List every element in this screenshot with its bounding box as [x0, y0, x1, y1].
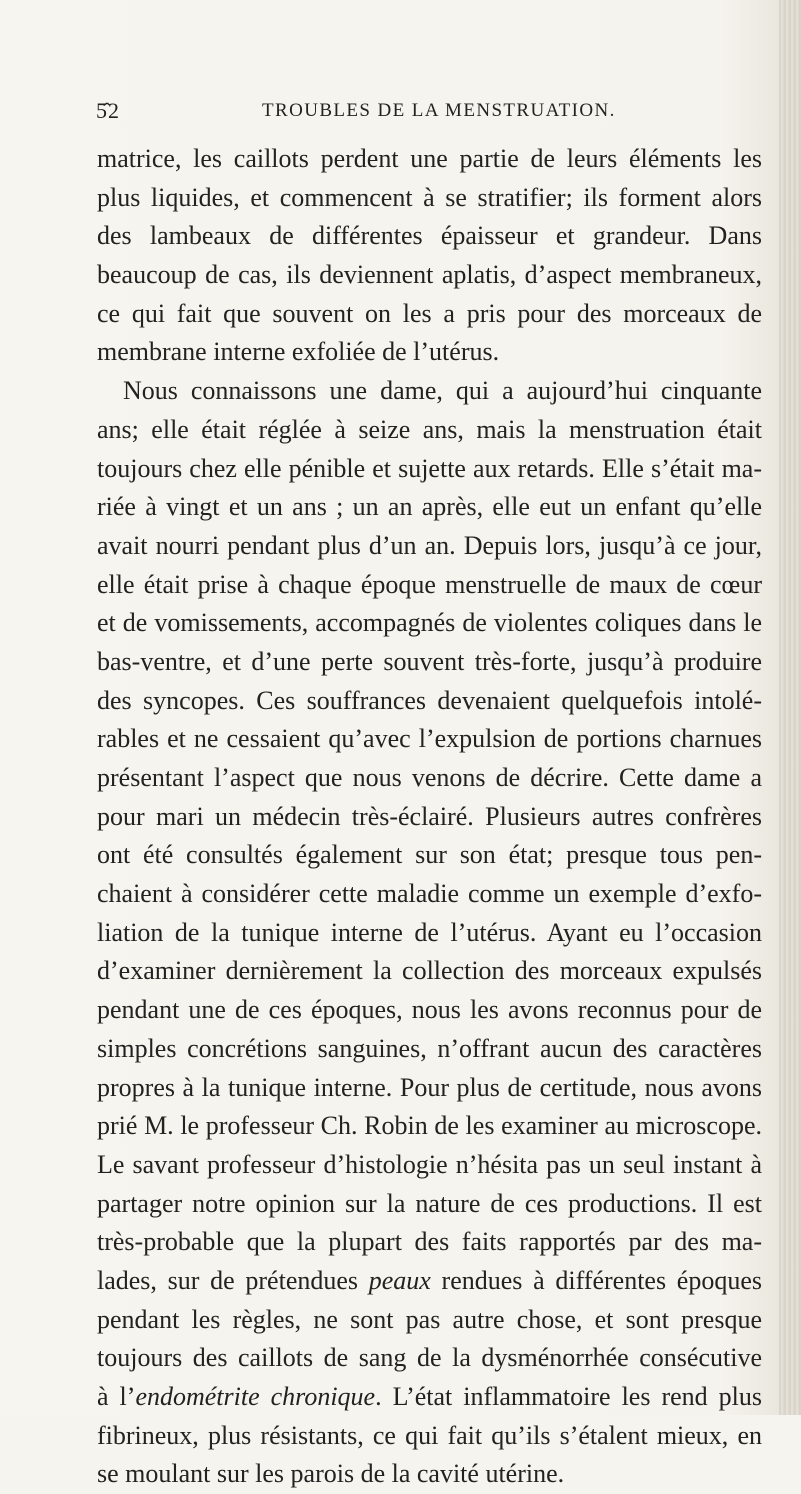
running-title: TROUBLES DE LA MENSTRUATION. [262, 100, 616, 121]
text-line: elle était prise à chaque époque menstruelle de maux de cœur [97, 569, 762, 599]
text-line: et de vomissements, accompagnés de violentes coliques dans le [97, 608, 762, 638]
text-line: toujours des caillots de sang de la dysménorrhée consécutive [97, 1343, 762, 1373]
text-line [97, 1378, 762, 1417]
text-line: présentant l’aspect que nous venons de décrire. Cette dame a [97, 763, 762, 792]
text-segment: lades, sur de prétendues [97, 1265, 359, 1295]
page-number: 5̂2 [96, 98, 120, 123]
text-line: pour mari un médecin très-éclairé. Plusieurs autres confrères [97, 801, 762, 831]
text-line: simples concrétions sanguines, n’offrant aucun des caractères [97, 1033, 762, 1063]
text-line [97, 1262, 762, 1301]
text-line: fibrineux, plus résistants, ce qui fait qu’ils s’étalent mieux, en [97, 1420, 762, 1450]
text-line: rables et ne cessaient qu’avec l’expulsion de portions charnues [97, 724, 762, 754]
text-line: ans; elle était réglée à seize ans, mais la menstruation était [97, 414, 762, 444]
text-line: prié M. le professeur Ch. Robin de les examiner au microscope. [97, 1111, 762, 1141]
text-line: propres à la tunique interne. Pour plus de certitude, nous avons [97, 1072, 762, 1102]
text-line: partager notre opinion sur la nature de ces productions. Il est [97, 1188, 762, 1218]
text-segment: . L’état inflammatoire les rend plus [375, 1382, 762, 1411]
text-line: pendant une de ces époques, nous les avons reconnus pour de [97, 995, 762, 1025]
text-line: des syncopes. Ces souffrances devenaient quelquefois intolé- [97, 685, 762, 715]
text-line: ont été consultés également sur son état; presque tous pen- [97, 840, 762, 870]
text-line: toujours chez elle pénible et sujette aux retards. Elle s’était ma- [97, 453, 762, 483]
text-segment: à l’ [97, 1382, 136, 1411]
page-header [96, 98, 756, 128]
text-line: se moulant sur les parois de la cavité utérine. [97, 1459, 565, 1489]
text-line: chaient à considérer cette maladie comme un exemple d’exfo- [97, 879, 762, 909]
text-line: pendant les règles, ne sont pas autre chose, et sont presque [97, 1304, 762, 1334]
text-line: beaucoup de cas, ils deviennent aplatis, d’aspect membraneux, [97, 260, 762, 290]
text-segment: rendues à différentes époques [441, 1265, 762, 1295]
text-line: ce qui fait que souvent on les a pris pour des morceaux de [97, 298, 762, 328]
italic-term: peaux [368, 1265, 431, 1295]
text-line: plus liquides, et commencent à se stratifier; ils forment alors [97, 182, 762, 212]
text-line: bas-ventre, et d’une perte souvent très-forte, jusqu’à produire [97, 646, 762, 676]
text-line: membrane interne exfoliée de l’utérus. [97, 337, 500, 367]
text-line: des lambeaux de différentes épaisseur et grandeur. Dans [97, 221, 762, 251]
text-line: liation de la tunique interne de l’utérus. Ayant eu l’occasion [97, 917, 762, 947]
text-line: riée à vingt et un ans ; un an après, elle eut un enfant qu’elle [97, 492, 762, 522]
body-text [97, 140, 762, 1494]
text-line: Nous connaissons une dame, qui a aujourd’hui cinquante [123, 376, 762, 406]
text-line: d’examiner dernièrement la collection des morceaux expulsés [97, 956, 762, 986]
text-line: avait nourri pendant plus d’un an. Depuis lors, jusqu’à ce jour, [97, 530, 762, 560]
text-line: très-probable que la plupart des faits rapportés par des ma- [97, 1227, 762, 1257]
text-line: Le savant professeur d’histologie n’hésita pas un seul instant à [97, 1149, 762, 1179]
page-edge [779, 0, 801, 1415]
text-line: matrice, les caillots perdent une partie de leurs éléments les [97, 144, 762, 173]
italic-term: endométrite chronique [135, 1382, 376, 1411]
